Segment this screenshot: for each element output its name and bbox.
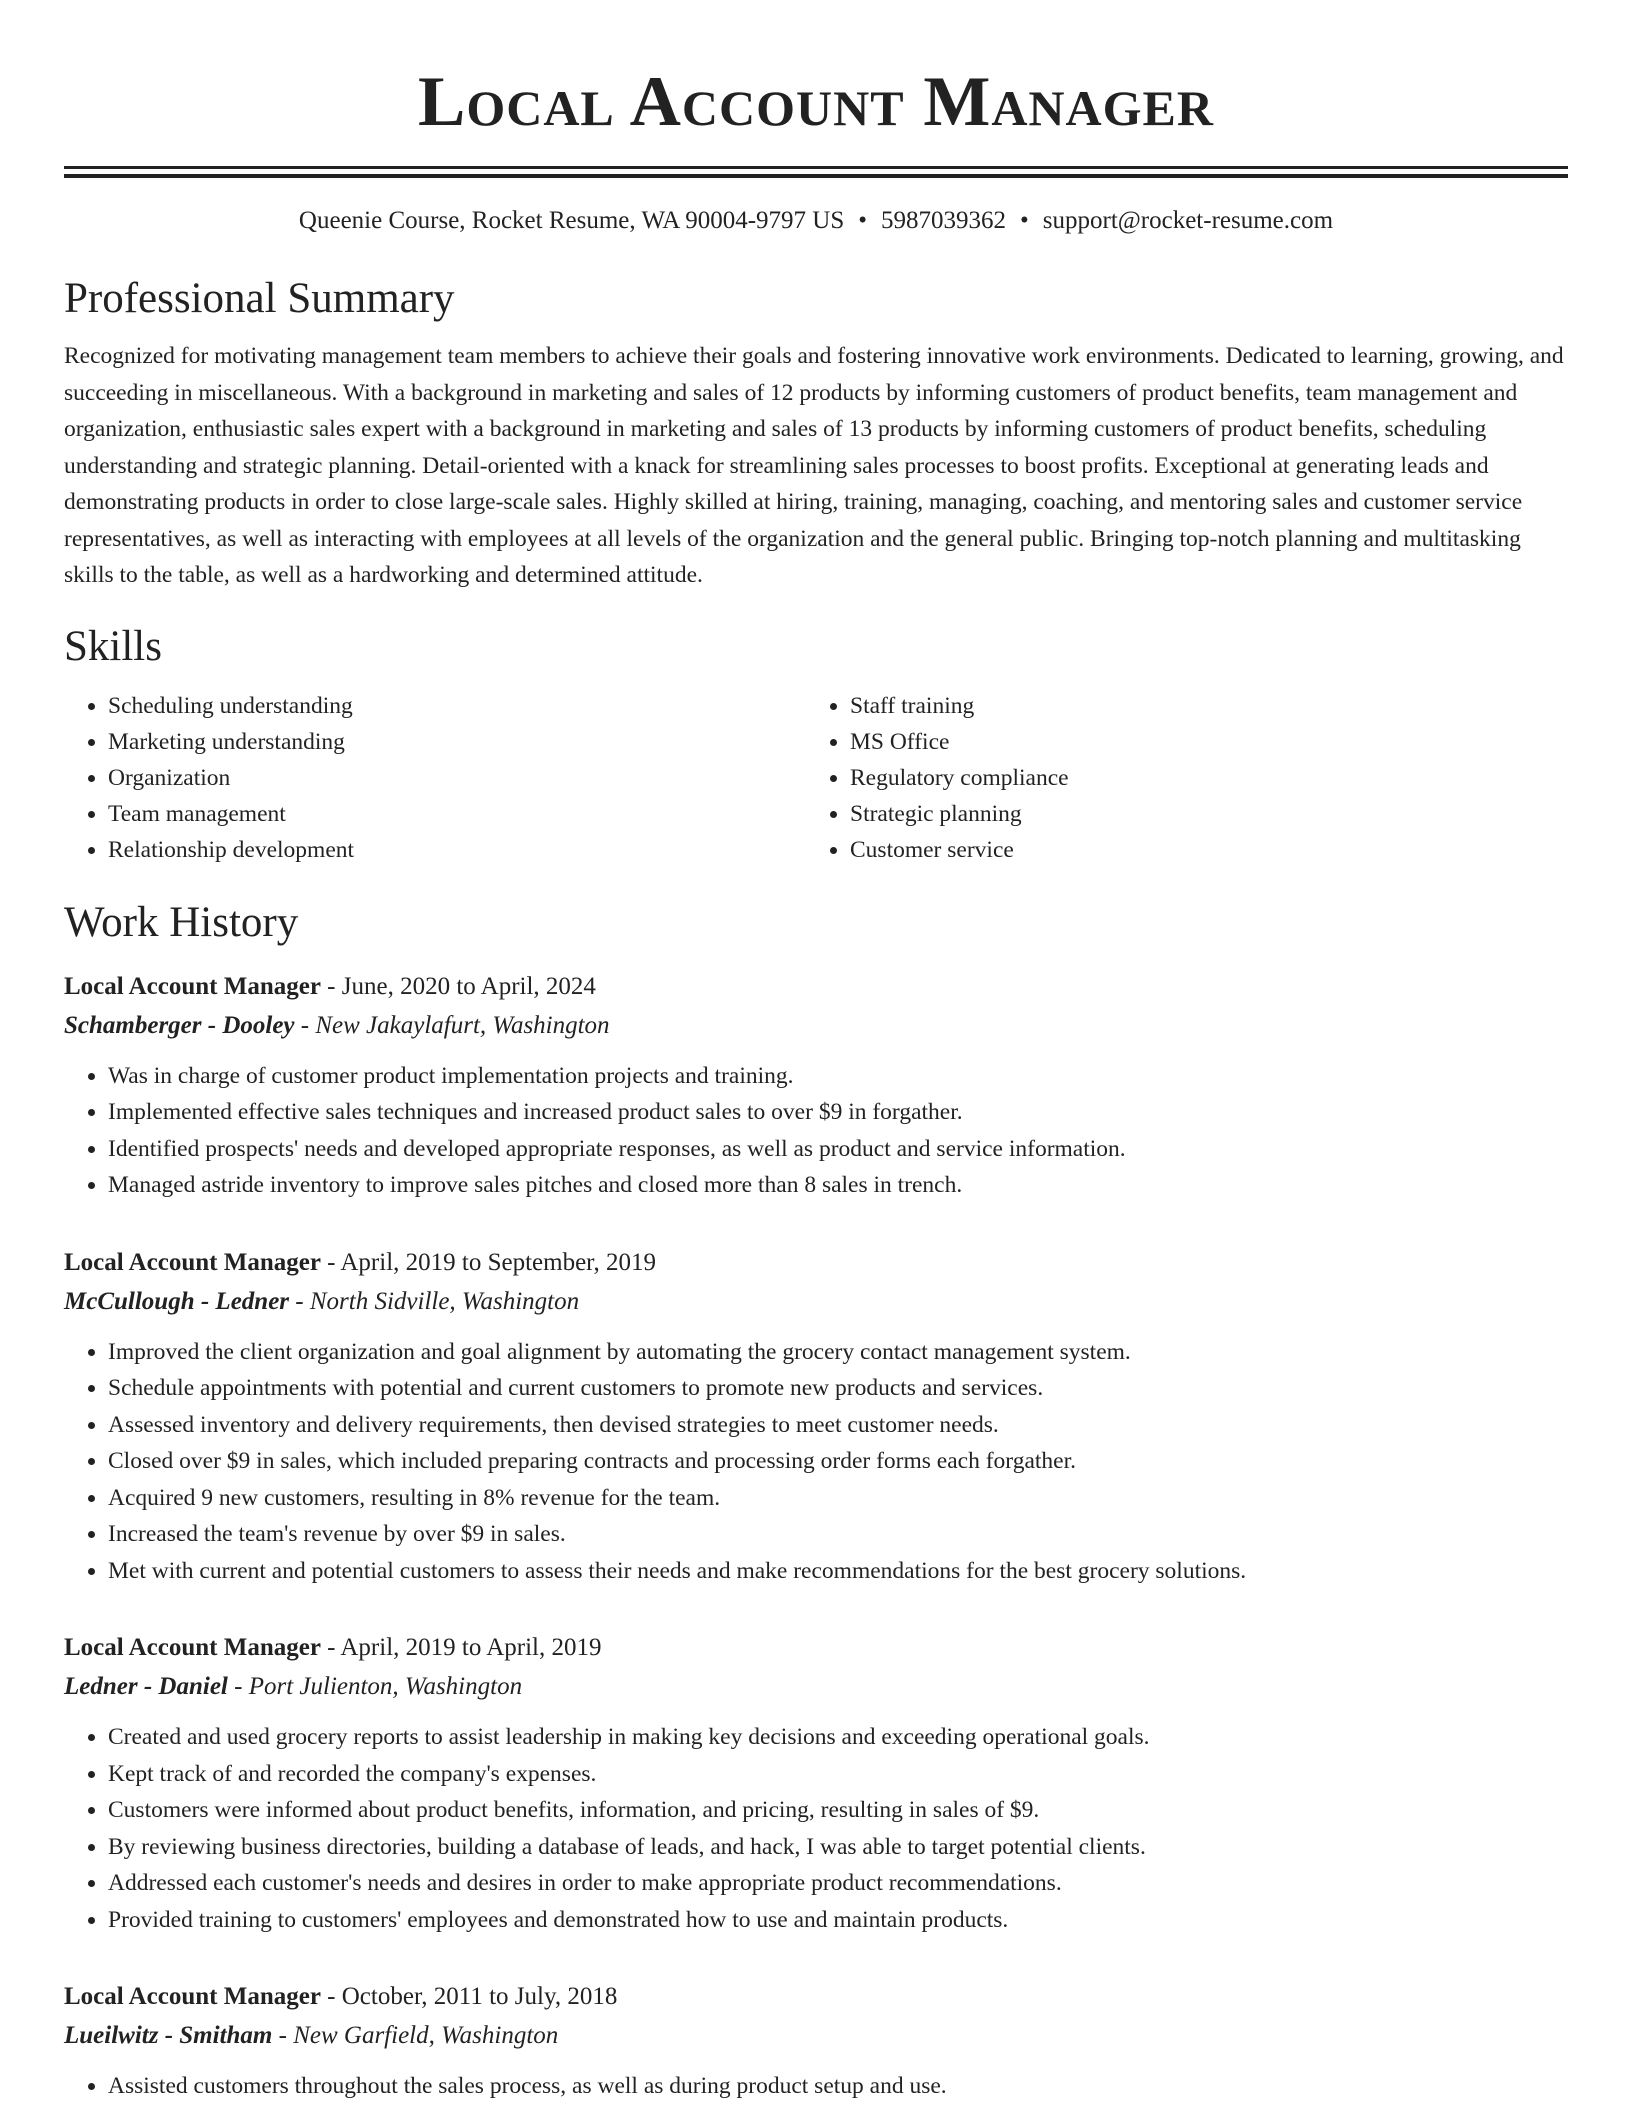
summary-text: Recognized for motivating management team members to achieve their goals and fostering innovative work environments. Dedicated to learning, growing, and succeeding in miscellaneous. With a background in marketing and sales of 12 products by informing customers of product benefits, team management and organization, enthusiastic sales expert with a background in marketing and sales of 13 products by informing customers of product benefits, scheduling understanding and strategic planning. Detail-oriented with a knack for streamlining sales processes to boost profits. Exceptional at generating leads and demonstrating products in order to close large-scale sales. Highly skilled at hiring, training, managing, coaching, and mentoring sales and customer service representatives, as well as interacting with employees at all levels of the organization and the general public. Bringing top-notch planning and multitasking skills to the table, as well as a hardworking and determined attitude. xyxy=(64,343,1564,588)
job-dates: - June, 2020 to April, 2024 xyxy=(320,972,596,1000)
job-bullet: • Managed astride inventory to improve sales pitches and closed more than 8 sales in trench. xyxy=(108,1167,1568,1204)
skill-item: • Staff training xyxy=(850,688,1548,724)
resume-page xyxy=(64,0,1568,2105)
title-divider-thin xyxy=(64,174,1568,178)
skills-column-left xyxy=(64,688,806,868)
contact-separator: • xyxy=(1020,207,1029,234)
skill-item: • Organization xyxy=(108,760,806,796)
company-name: Ledner - Daniel xyxy=(64,1673,228,1700)
job-bullet: • Provided training to customers' employees and demonstrated how to use and maintain products. xyxy=(108,1902,1568,1939)
company-name: McCullough - Ledner xyxy=(64,1287,290,1315)
job-dates: - April, 2019 to April, 2019 xyxy=(320,1634,602,1661)
job-title-line xyxy=(64,968,1568,1006)
company-line xyxy=(64,1667,1568,1707)
company-line xyxy=(64,2016,1568,2056)
job-bullets xyxy=(64,1719,1568,1938)
job-bullets xyxy=(64,2068,1568,2105)
company-line xyxy=(64,1006,1568,1046)
job-bullets xyxy=(64,1058,1568,1204)
job-bullet: • Addressed each customer's needs and desires in order to make appropriate product recommendations. xyxy=(108,1865,1568,1902)
company-location: - North Sidville, Washington xyxy=(289,1287,580,1315)
title-divider-thick xyxy=(64,166,1568,169)
skill-item: • Regulatory compliance xyxy=(850,760,1548,796)
contact-line xyxy=(64,206,1568,236)
job-title-line xyxy=(64,1629,1568,1667)
job-bullet: • Implemented effective sales techniques and increased product sales to over $9 in forgather. xyxy=(108,1094,1568,1131)
company-name: Schamberger - Dooley xyxy=(64,1011,295,1039)
job-title: Local Account Manager xyxy=(64,1248,321,1276)
job-bullet: • Schedule appointments with potential and current customers to promote new products and services. xyxy=(108,1370,1568,1407)
job-title: Local Account Manager xyxy=(64,1983,321,2010)
job-bullet: • By reviewing business directories, building a database of leads, and hack, I was able to target potential clients. xyxy=(108,1829,1568,1866)
contact-phone: 5987039362 xyxy=(881,207,1006,234)
job-entry xyxy=(64,1629,1568,1938)
skills-heading: Skills xyxy=(64,622,162,670)
job-bullets xyxy=(64,1334,1568,1590)
skill-item: • Customer service xyxy=(850,832,1548,868)
skills-list xyxy=(64,688,1568,868)
job-dates: - October, 2011 to July, 2018 xyxy=(320,1983,618,2010)
work-history-heading: Work History xyxy=(64,898,299,946)
job-bullet: • Assessed inventory and delivery requirements, then devised strategies to meet customer needs. xyxy=(108,1407,1568,1444)
job-title-line xyxy=(64,1978,1568,2016)
skill-item: • Team management xyxy=(108,796,806,832)
job-entry xyxy=(64,968,1568,1204)
job-bullet: • Customers were informed about product benefits, information, and pricing, resulting in sales of $9. xyxy=(108,1792,1568,1829)
resume-title: Local Account Manager xyxy=(417,63,1215,141)
job-bullet: • Identified prospects' needs and developed appropriate responses, as well as product and service information. xyxy=(108,1131,1568,1168)
job-bullet: • Kept track of and recorded the company's expenses. xyxy=(108,1756,1568,1793)
company-location: - New Garfield, Washington xyxy=(272,2022,559,2049)
contact-separator: • xyxy=(858,207,867,234)
company-name: Lueilwitz - Smitham xyxy=(64,2022,273,2049)
job-title: Local Account Manager xyxy=(64,1634,321,1661)
job-bullet: • Improved the client organization and goal alignment by automating the grocery contact management system. xyxy=(108,1334,1568,1371)
skill-item: • Scheduling understanding xyxy=(108,688,806,724)
job-bullet: • Was in charge of customer product implementation projects and training. xyxy=(108,1058,1568,1095)
skill-item: • Relationship development xyxy=(108,832,806,868)
job-bullet: • Acquired 9 new customers, resulting in 8% revenue for the team. xyxy=(108,1480,1568,1517)
job-bullet: • Closed over $9 in sales, which included preparing contracts and processing order forms each forgather. xyxy=(108,1443,1568,1480)
job-bullet: • Created and used grocery reports to assist leadership in making key decisions and exceeding operational goals. xyxy=(108,1719,1568,1756)
contact-address: Queenie Course, Rocket Resume, WA 90004-9797 US xyxy=(298,207,845,234)
company-line xyxy=(64,1282,1568,1322)
job-title-line xyxy=(64,1244,1568,1282)
summary-heading: Professional Summary xyxy=(64,275,455,322)
job-entry xyxy=(64,1244,1568,1590)
skill-item: • Strategic planning xyxy=(850,796,1548,832)
contact-email: support@rocket-resume.com xyxy=(1042,207,1334,234)
job-bullet: • Assisted customers throughout the sales process, as well as during product setup and use. xyxy=(108,2068,1568,2105)
job-entry xyxy=(64,1978,1568,2105)
job-bullet: • Met with current and potential customers to assess their needs and make recommendations for the best grocery solutions. xyxy=(108,1553,1568,1590)
job-title: Local Account Manager xyxy=(64,972,321,1000)
skill-item: • MS Office xyxy=(850,724,1548,760)
job-bullet: • Increased the team's revenue by over $9 in sales. xyxy=(108,1516,1568,1553)
skills-column-right xyxy=(806,688,1548,868)
company-location: - New Jakaylafurt, Washington xyxy=(294,1011,610,1039)
company-location: - Port Julienton, Washington xyxy=(227,1673,523,1700)
skill-item: • Marketing understanding xyxy=(108,724,806,760)
job-dates: - April, 2019 to September, 2019 xyxy=(320,1248,656,1276)
